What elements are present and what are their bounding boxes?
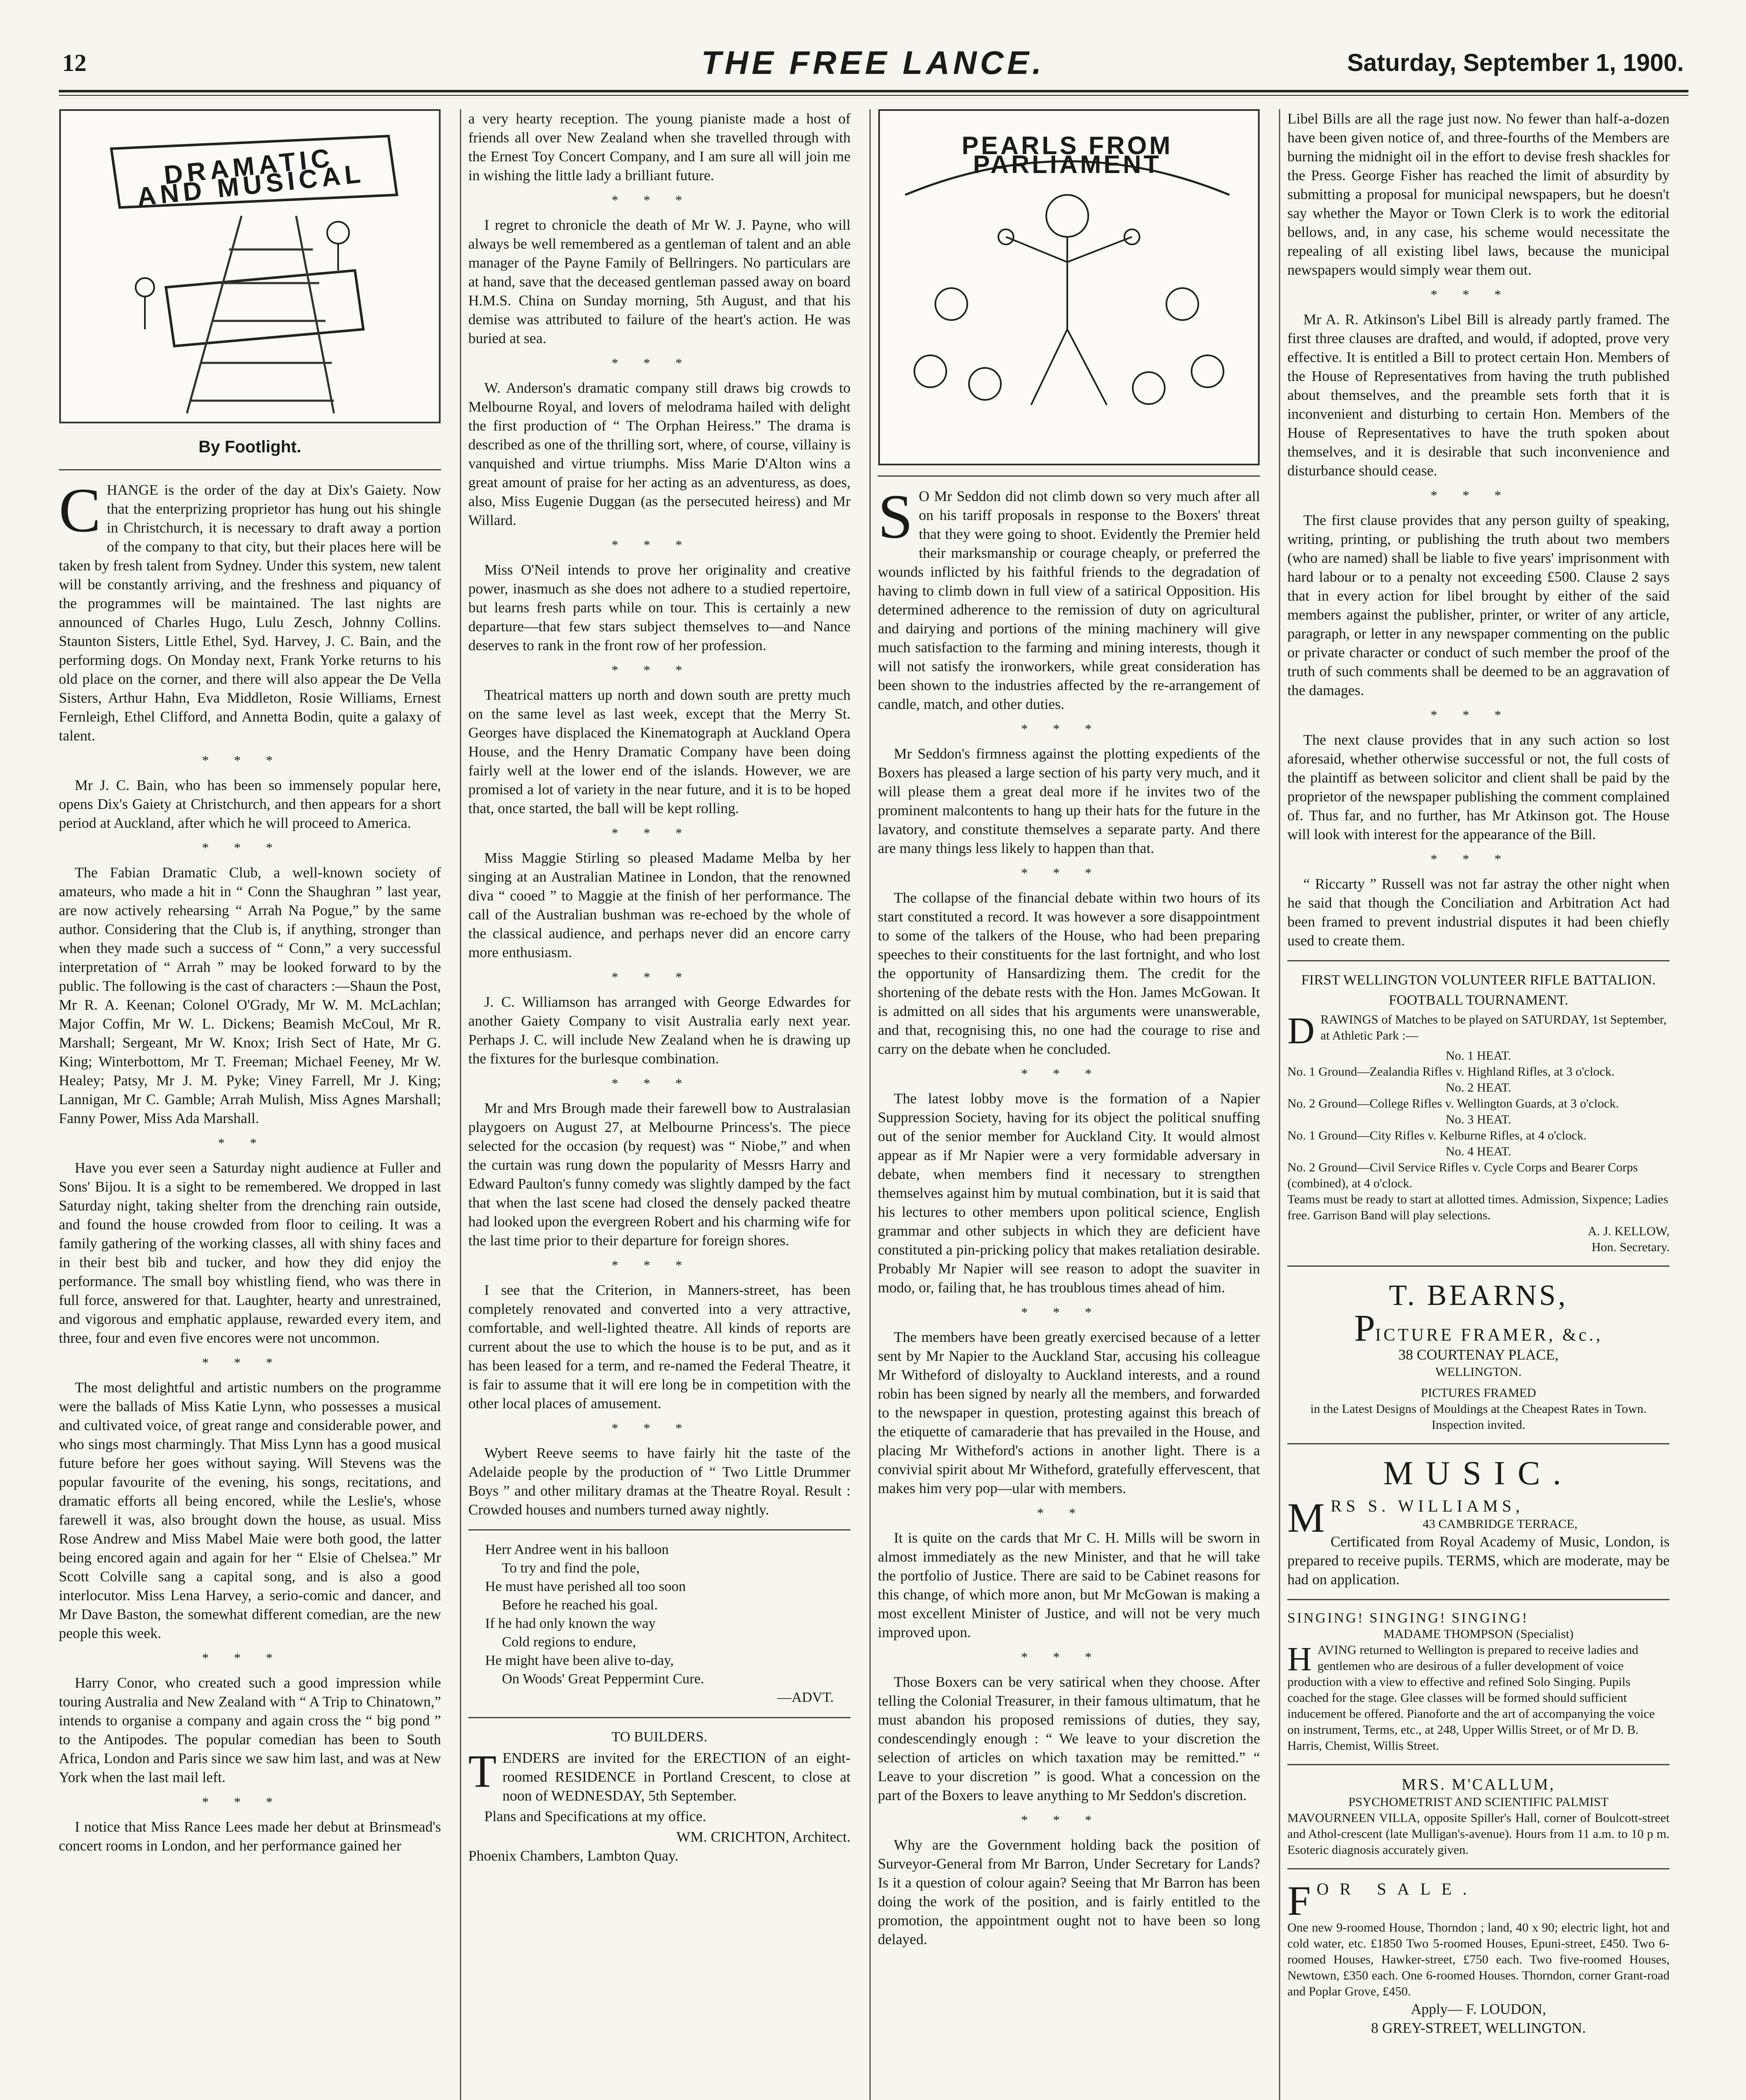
- builders-text: Plans and Specifications at my office.: [484, 1808, 706, 1824]
- advert-line: MADAME THOMPSON (Specialist): [1383, 1627, 1574, 1641]
- builders-heading: TO BUILDERS.: [612, 1729, 707, 1745]
- advert-heading: SINGING! SINGING! SINGING!: [1287, 1610, 1529, 1626]
- divider: [1287, 960, 1670, 961]
- divider: [1287, 1868, 1670, 1869]
- section-stars: ***: [1021, 1066, 1117, 1081]
- section-stars: ***: [202, 1355, 298, 1370]
- article-paragraph: Theatrical matters up north and down south are pretty much on the same level as last week, except that the Merry St. Georges have displaced the Kinematograph at Auckland Opera House, and the Henry Dramatic Company have been doing fairly well at the lower end of the islands. However, we are promised a lot of variety in the near future, and it is to be hoped that, once started, the ball will be kept rolling.: [468, 687, 851, 816]
- issue-date: Saturday, September 1, 1900.: [1347, 49, 1684, 76]
- divider: [468, 1529, 851, 1530]
- section-stars: ***: [612, 1257, 707, 1273]
- article-paragraph: Why are the Government holding back the position of Surveyor-General from Mr Barron, Under Secretary for Lands? Is it a question of colour again? Seeing that Mr Barron has been doing the work of the position, and is fairly entitled to the promotion, the appointment ought not to have been so long delayed.: [878, 1837, 1260, 1948]
- drop-cap: F: [1287, 1877, 1311, 1924]
- heat-label: No. 3 HEAT.: [1445, 1113, 1512, 1126]
- poem-line: If he had only known the way: [485, 1616, 656, 1631]
- section-stars: ***: [612, 825, 707, 840]
- illustration-title: DRAMATIC AND MUSICAL: [136, 143, 366, 212]
- builders-signature: WM. CRICHTON, Architect.: [676, 1829, 851, 1845]
- masthead-rule-thin: [59, 95, 1688, 96]
- bearns-advertisement: [1287, 1277, 1670, 1433]
- heat-text: No. 1 Ground—Zealandia Rifles v. Highland Rifles, at 3 o'clock.: [1287, 1065, 1615, 1079]
- poem-line: Cold regions to endure,: [502, 1634, 636, 1650]
- notice-signature: A. J. KELLOW,: [1588, 1224, 1670, 1238]
- article-paragraph: The latest lobby move is the formation of a Napier Suppression Society, having for its object the political snuffing out of the senior member for Auckland City. It would almost appear as if Mr Napier were a very formidable adversary in debate, when members find it necessary to strengthen themselves against him by mutual combination, but it is said that his lectures to other members upon political science, English grammar and other subjects in which they are deficient have constituted a pin-pricking policy that makes retaliation desirable. Probably Mr Napier will see reason to adopt the suaviter in modo, or, failing that, he has troublous times ahead of him.: [878, 1090, 1260, 1296]
- byline: By Footlight.: [198, 438, 302, 456]
- heat-text: No. 2 Ground—College Rifles v. Wellington Guards, at 3 o'clock.: [1287, 1097, 1619, 1110]
- article-paragraph: Miss Maggie Stirling so pleased Madame Melba by her singing at an Australian Matinee in London, that the renowned diva “ cooed ” to Maggie at the finish of her performance. The call of the Australian bushman was re-echoed by the whole of the classical audience, and perhaps never did an encore carry more enthusiasm.: [468, 850, 851, 961]
- notice-text: Teams must be ready to start at allotted times. Admission, Sixpence; Ladies free. Garrison Band will play selections.: [1287, 1192, 1668, 1222]
- advert-heading: OR SALE.: [1316, 1880, 1478, 1898]
- advert-heading: MRS. M'CALLUM,: [1402, 1776, 1555, 1793]
- illustration-title: PEARLS FROM PARLIAMENT: [961, 131, 1173, 178]
- advertisement-poem: [485, 1541, 834, 1707]
- section-stars: ***: [1431, 287, 1526, 302]
- drop-cap: T: [468, 1746, 497, 1797]
- article-paragraph: I see that the Criterion, in Manners-street, has been completely renovated and converted into a very attractive, comfortable, and well-lighted theatre. All kinds of reports are current about the use to which the house is to be put, and as it has been leased for a term, and re-named the Federal Theatre, it is fair to assume that it will ere long be in competition with the other local places of amusement.: [468, 1282, 851, 1412]
- builders-text: ENDERS are invited for the ERECTION of an eight-roomed RESIDENCE in Portland Crescent, to close at noon of WEDNESDAY, 5th September.: [502, 1750, 851, 1804]
- advert-line: WELLINGTON.: [1435, 1365, 1522, 1379]
- section-stars: ***: [1431, 707, 1526, 722]
- dramatic-musical-illustration: [59, 109, 441, 423]
- singing-advertisement: [1287, 1610, 1670, 1754]
- section-stars: ***: [612, 969, 707, 984]
- advert-line: PICTURES FRAMED: [1420, 1386, 1536, 1400]
- article-paragraph: The next clause provides that in any such action so lost aforesaid, whether otherwise successful or not, the full costs of the plaintiff as between solicitor and client shall be paid by the proprietor of the newspaper publishing the comment complained of. Thus far, and no further, has Mr Atkinson got. The House will look with interest for the appearance of the Bill.: [1287, 732, 1670, 843]
- notice-signature-title: Hon. Secretary.: [1591, 1240, 1670, 1254]
- advert-text: MAVOURNEEN VILLA, opposite Spiller's Hall, corner of Boulcott-street and Athol-crescent (late Mulligan's-avenue). Hours from 11 a.m. to 10 p m. Esoteric diagnosis accurately given.: [1287, 1811, 1670, 1857]
- poem-line: Before he reached his goal.: [502, 1597, 658, 1613]
- advert-line: Apply— F. LOUDON,: [1411, 2001, 1546, 2017]
- column-1: [59, 109, 441, 2100]
- section-stars: ***: [1021, 1812, 1117, 1827]
- article-paragraph: Harry Conor, who created such a good impression while touring Australia and New Zealand with “ A Trip to Chinatown,” intends to organise a company and again cross the “ big pond ” to the Antipodes. The popular comedian has been to South Africa, London and Paris since we saw him last, and was at New York when the last mail left.: [59, 1675, 441, 1785]
- article-paragraph: The first clause provides that any person guilty of speaking, writing, printing, or publishing the truth about two members (who are named) shall be liable to five years' imprisonment with hard labour or to a penalty not exceeding £500. Clause 2 says that in every action for libel brought by either of the said members against the publisher, printer, or writer of any article, paragraph, or letter in any newspaper commenting on the public or private character or conduct of such member the proof of the truth of such comments shall be deemed to be an aggravation of the damages.: [1287, 512, 1670, 698]
- article-paragraph: Mr Seddon's firmness against the plotting expedients of the Boxers has pleased a large section of his party very much, and it will please them a great deal more if he invites two of the prominent malcontents to hang up their hats for the future in the lavatory, and constitute themselves a separate party. And there are many things less likely to happen than that.: [878, 746, 1260, 856]
- divider: [59, 469, 441, 470]
- article-paragraph: Wybert Reeve seems to have fairly hit the taste of the Adelaide people by the production of “ Two Little Drummer Boys ” and other military dramas at the Theatre Royal. Result : Crowded houses and numbers turned away nightly.: [468, 1445, 851, 1518]
- heat-text: No. 2 Ground—Civil Service Rifles v. Cycle Corps and Bearer Corps (combined), at 4 o'clock.: [1287, 1160, 1638, 1190]
- column-divider: [460, 109, 461, 2100]
- section-stars: ***: [1431, 851, 1526, 866]
- advert-line: 8 GREY-STREET, WELLINGTON.: [1371, 2020, 1586, 2036]
- drop-cap: D: [1287, 1010, 1315, 1052]
- section-stars: ***: [1431, 488, 1526, 503]
- advert-text: in the Latest Designs of Mouldings at the Cheapest Rates in Town. Inspection invited.: [1310, 1402, 1647, 1432]
- article-paragraph: W. Anderson's dramatic company still draws big crowds to Melbourne Royal, and lovers of melodrama hailed with delight the first production of “ The Orphan Heiress.” The drama is described as one of the thrilling sort, where, of course, villainy is vanquished and virtue triumphs. Miss Marie D'Alton wins a great amount of praise for her acting as an adventuress, as does, also, Miss Eugenie Duggan (as the persecuted heiress) and Mr Willard.: [468, 380, 851, 528]
- drop-cap: P: [1354, 1307, 1375, 1349]
- article-paragraph: Libel Bills are all the rage just now. No fewer than half-a-dozen have been given notice of, and three-fourths of the Members are burning the midnight oil in the effort to devise fresh shackles for the Press. George Fisher has reached the limit of absurdity by submitting a proposal for municipal newspapers, but he doesn't say whether the Mayor or Town Clerk is to work the editorial bellows, and, in any case, his scheme would necessitate the repealing of all existing libel laws, because the municipal newspapers would simply wear them out.: [1287, 110, 1670, 278]
- advert-heading: MUSIC.: [1383, 1455, 1574, 1492]
- drop-cap: M: [1287, 1494, 1325, 1541]
- divider: [1287, 1443, 1670, 1444]
- builders-address: Phoenix Chambers, Lambton Quay.: [468, 1848, 679, 1864]
- article-paragraph: Miss O'Neil intends to prove her originality and creative power, inasmuch as she does not adhere to a studied repertoire, but learns fresh parts while on tour. This is certainly a new departure—that few stars subject themselves to—and Nance deserves to rank in the front row of her profession.: [468, 562, 851, 654]
- column-4: [1287, 109, 1670, 2100]
- poem-line: Herr Andree went in his balloon: [485, 1542, 669, 1557]
- section-stars: ***: [202, 1794, 298, 1809]
- divider: [1287, 1599, 1670, 1600]
- heat-label: No. 4 HEAT.: [1445, 1144, 1512, 1158]
- article-paragraph: The collapse of the financial debate within two hours of its start constituted a record. It was however a sore disappointment to some of the talkers of the House, who had been preparing speeches to their constituents for the last fortnight, and who lost the opportunity of Hansardizing them. The credit for the shortening of the debate rests with the Hon. James McGowan. It is admitted on all sides that his arguments were unanswerable, and that, recognising this, no one had the courage to rise and carry on the debate when he concluded.: [878, 890, 1260, 1057]
- drop-cap: H: [1287, 1641, 1312, 1678]
- article-paragraph: Have you ever seen a Saturday night audience at Fuller and Sons' Bijou. It is a sight to be remembered. We dropped in last Saturday night, taking shelter from the drenching rain outside, and found the house crowded from floor to ceiling. It was a family gathering of the working classes, all with shiny faces and in their best bib and tucker, and how they did enjoy the performance. The small boy whistling fiend, who was there in full force, answered for that. Laughter, hearty and unrestrained, and vigorous and emphatic applause, rewarded every item, and three, four and even five encores were not uncommon.: [59, 1160, 441, 1346]
- music-advertisement: [1287, 1454, 1670, 1589]
- advert-text: One new 9-roomed House, Thorndon ; land, 40 x 90; electric light, hot and cold water, etc. £1850 Two 5-roomed Houses, Epuni-street, £450. Two 6-roomed Houses, Hawker-street, £750 each. Two five-roomed Houses, Newtown, £350 each. One 6-roomed Houses. Thorndon, corner Grant-road and Poplar Grove, £450.: [1287, 1921, 1670, 1998]
- masthead-rule: [59, 90, 1688, 92]
- column-3: [878, 109, 1260, 2100]
- mccallum-advertisement: [1287, 1775, 1670, 1858]
- section-stars: ***: [202, 840, 298, 855]
- article-paragraph: The members have been greatly exercised because of a letter sent by Mr Napier to the Auckland Star, accusing his colleague Mr Witheford of disloyalty to Auckland interests, and a round robin has been signed by nearly all the members, and forwarded to the newspaper in question, protesting against this breach of the etiquette of camaraderie that has prevailed in the House, and placing Mr Witheford's actions in another light. There is a convivial spirit about Mr Witheford, gratefully effervescent, that makes him very pop—ular with members.: [878, 1329, 1260, 1496]
- poem-line: On Woods' Great Peppermint Cure.: [502, 1671, 704, 1687]
- section-stars: ***: [1021, 1305, 1117, 1320]
- advt-mark: —ADVT.: [777, 1690, 834, 1705]
- divider: [878, 475, 1260, 477]
- advert-text: AVING returned to Wellington is prepared to receive ladies and gentlemen who are desirous of a fuller development of voice production with a view to effective and refined Solo Singing. Pupils coached for the stage. Glee classes will be formed should sufficient inducement be offered. Pianoforte and the art of accompanying the voice on instrument, Terms, etc., at 248, Upper Willis Street, or of Mr D. B. Harris, Chemist, Willis Street.: [1287, 1643, 1655, 1753]
- advert-line: 38 COURTENAY PLACE,: [1398, 1347, 1559, 1363]
- section-stars: ***: [612, 537, 707, 552]
- advertiser-name: T. BEARNS,: [1389, 1279, 1568, 1312]
- article-paragraph: The Fabian Dramatic Club, a well-known society of amateurs, who made a hit in “ Conn the Shaughran ” last year, are now actively rehearsing “ Arrah Na Pogue,” by the same author. Considering that the Club is, if anything, stronger than when they made such a success of “ Conn,” a very successful interpretation of “ Arrah ” may be looked forward to by the public. The following is the cast of characters :—Shaun the Post, Mr R. A. Keenan; Colonel O'Grady, Mr W. M. McLachlan; Major Coffin, Mr W. L. Dickens; Beamish McCoul, Mr R. Marshall; Sergeant, Mr W. Knox; Irish Sect of Hate, Mr G. King; Winterbottom, Mr T. Freeman; Michael Feeney, Mr W. Healey; Patsy, Mr J. M. Pyke; Viney Farrell, Mr J. King; Lannigan, Mr C. Gamble; Arrah Mulish, Miss Agnes Marshall; Fanny Power, Miss Ada Marshall.: [59, 864, 441, 1126]
- notice-heading: FIRST WELLINGTON VOLUNTEER RIFLE BATTALION.: [1301, 972, 1656, 988]
- advert-line: ICTURE FRAMER, &c.,: [1375, 1326, 1603, 1345]
- masthead: [0, 40, 1746, 91]
- section-stars: ***: [1021, 1649, 1117, 1664]
- article-paragraph: Mr J. C. Bain, who has been so immensely popular here, opens Dix's Gaiety at Christchurch, and then appears for a short period at Auckland, after which he will proceed to America.: [59, 777, 441, 831]
- section-stars: ***: [612, 1076, 707, 1091]
- poem-line: To try and find the pole,: [502, 1560, 640, 1576]
- section-stars: ***: [1021, 721, 1117, 736]
- article-paragraph: Mr A. R. Atkinson's Libel Bill is already partly framed. The first three clauses are drafted, and would, if adopted, prove very effective. It is entitled a Bill to protect certain Hon. Members of the House of Representatives from having the truth published about themselves, and the preamble sets forth that it is inconvenient and disturbing to certain Hon. Members of the House of Representatives to have the truth spoken about themselves, and it is desirable that such inconvenience and disturbance should cease.: [1287, 311, 1670, 479]
- column-divider: [869, 109, 871, 2100]
- drop-cap: S: [878, 482, 913, 551]
- article-paragraph: It is quite on the cards that Mr C. H. Mills will be sworn in almost immediately as the new Minister, and that he will take the portfolio of Justice. There are said to be Cabinet reasons for this change, of which more anon, but Mr McGowan is making a most excellent Minister of Justice, and will not be very much improved upon.: [878, 1530, 1260, 1641]
- advert-line: RS S. WILLIAMS,: [1330, 1496, 1524, 1515]
- section-stars: **: [218, 1135, 282, 1150]
- article-paragraph: Mr and Mrs Brough made their farewell bow to Australasian playgoers on August 27, at Melbourne Princess's. The piece selected for the occasion (by request) was “ Niobe,” and when the curtain was rung down the popularity of Messrs Harry and Edward Paulton's funny comedy was slightly damped by the fact that when the last scene had closed the densely packed theatre had looked upon the evergreen Robert and his charming wife for the last time prior to their departure for foreign shores.: [468, 1100, 851, 1249]
- for-sale-advertisement: [1287, 1877, 1670, 2037]
- article-paragraph: O Mr Seddon did not climb down so very much after all on his tariff proposals in response to the Boxers' threat that they were going to shoot. Evidently the Premier held their marksmanship or courage cheaply, or preferred the wounds inflicted by his faithful friends to the degradation of having to climb down in full view of a satirical Opposition. His determined adherence to the remission of duty on agricultural and dairying and portions of the mining machinery will give much satisfaction to the farming and mining interests, though it will not satisfy the ironworkers, while great consideration has been shown to the industries affected by the re-arrangement of candle, match, and other duties.: [878, 488, 1260, 712]
- article-paragraph: I regret to chronicle the death of Mr W. J. Payne, who will always be well remembered as a gentleman of talent and an able manager of the Payne Family of Bellringers. No particulars are at hand, save that the deceased gentleman passed away on board H.M.S. China on Sunday morning, 5th August, and that his demise was attributed to failure of the heart's action. He was buried at sea.: [468, 217, 851, 346]
- heat-text: No. 1 Ground—City Rifles v. Kelburne Rifles, at 4 o'clock.: [1287, 1129, 1587, 1142]
- rifle-battalion-notice: [1287, 971, 1670, 1255]
- article-paragraph: a very hearty reception. The young pianiste made a host of friends all over New Zealand when she travelled through with the Ernest Toy Concert Company, and I am sure all will join me in wishing the little lady a brilliant future.: [468, 110, 851, 184]
- section-stars: ***: [612, 355, 707, 370]
- section-stars: ***: [612, 662, 707, 677]
- article-paragraph: “ Riccarty ” Russell was not far astray the other night when he said that though the Conciliation and Arbitration Act had been framed to prevent industrial disputes it had been chiefly used to create them.: [1287, 876, 1670, 949]
- section-stars: ***: [612, 192, 707, 207]
- poem-line: He must have perished all too soon: [485, 1579, 686, 1594]
- divider: [468, 1717, 851, 1718]
- article-paragraph: I notice that Miss Rance Lees made her debut at Brinsmead's concert rooms in London, and her performance gained her: [59, 1819, 441, 1854]
- heat-label: No. 1 HEAT.: [1445, 1049, 1512, 1063]
- article-paragraph: J. C. Williamson has arranged with George Edwardes for another Gaiety Company to visit Australia early next year. Perhaps J. C. will include New Zealand when he is drawing up the fixtures for the burlesque combination.: [468, 994, 851, 1067]
- column-2: [468, 109, 851, 2100]
- page-number: 12: [62, 49, 87, 76]
- article-paragraph: Those Boxers can be very satirical when they choose. After telling the Colonial Treasurer, in their famous ultimatum, that he must abandon his proposed remissions of duties, they say, condescendingly enough : “ We leave to your discretion the selection of articles on which taxation may be remitted.” “ Leave to your discretion ” is good. What a concession on the part of the Boxers to leave anything to Mr Seddon's discretion.: [878, 1674, 1260, 1803]
- pearls-from-parliament-illustration: [878, 109, 1260, 465]
- advert-line: PSYCHOMETRIST AND SCIENTIFIC PALMIST: [1348, 1795, 1609, 1809]
- column-divider: [1279, 109, 1280, 2100]
- divider: [1287, 1265, 1670, 1267]
- section-stars: ***: [612, 1420, 707, 1436]
- newspaper-title: THE FREE LANCE.: [701, 44, 1045, 81]
- notice-subheading: FOOTBALL TOURNAMENT.: [1389, 992, 1568, 1008]
- article-paragraph: HANGE is the order of the day at Dix's Gaiety. Now that the enterprizing proprietor has hung out his shingle in Christchurch, it is necessary to draft away a portion of the company to that city, but their places here will be taken by fresh talent from Sydney. Under this system, new talent will be constantly arriving, and the freshness and piquancy of the programmes will be maintained. The last nights are announced of Charles Hugo, Lulu Zesch, Johnny Collins. Staunton Sisters, Little Ethel, Syd. Harvey, J. C. Bain, and the performing dogs. On Monday next, Frank Yorke returns to his old place on the corner, and there will also appear the De Vella Sisters, Arthur Hahn, Eva Middleton, Rosie Williams, Ernest Fernleigh, Ethel Clifford, and Annetta Bodin, quite a galaxy of talent.: [59, 482, 441, 744]
- section-stars: ***: [202, 1650, 298, 1665]
- section-stars: **: [1037, 1505, 1101, 1520]
- article-paragraph: The most delightful and artistic numbers on the programme were the ballads of Miss Katie Lynn, who possesses a musical and cultivated voice, of great range and considerable power, and who sings most charmingly. That Miss Lynn has a good musical future before her goes without saying. Will Stevens was the popular favourite of the evening, his songs, recitations, and dramatic efforts all being encored, while the Leslie's, whose farewell it was, also brought down the house, as usual. Miss Rose Andrew and Miss Mabel Maie were both good, the latter being encored again and again for her “ Elsie of Chelsea.” Mr Scott Colville sang a capital song, and is also a good interlocutor. Miss Lena Harvey, a serio-comic and dancer, and Mr Dave Baston, the somewhat different comedian, are the new people this week.: [59, 1379, 441, 1641]
- section-stars: ***: [202, 753, 298, 768]
- drop-cap: C: [59, 475, 101, 545]
- section-stars: ***: [1021, 865, 1117, 880]
- advert-text: Certificated from Royal Academy of Music, London, is prepared to receive pupils. TERMS, which are moderate, may be had on application.: [1287, 1533, 1670, 1588]
- poem-line: He might have been alive to-day,: [485, 1653, 674, 1668]
- advert-line: 43 CAMBRIDGE TERRACE,: [1423, 1517, 1578, 1531]
- divider: [1287, 1764, 1670, 1765]
- heat-label: No. 2 HEAT.: [1445, 1081, 1512, 1095]
- notice-text: RAWINGS of Matches to be played on SATURDAY, 1st September, at Athletic Park :—: [1321, 1013, 1667, 1042]
